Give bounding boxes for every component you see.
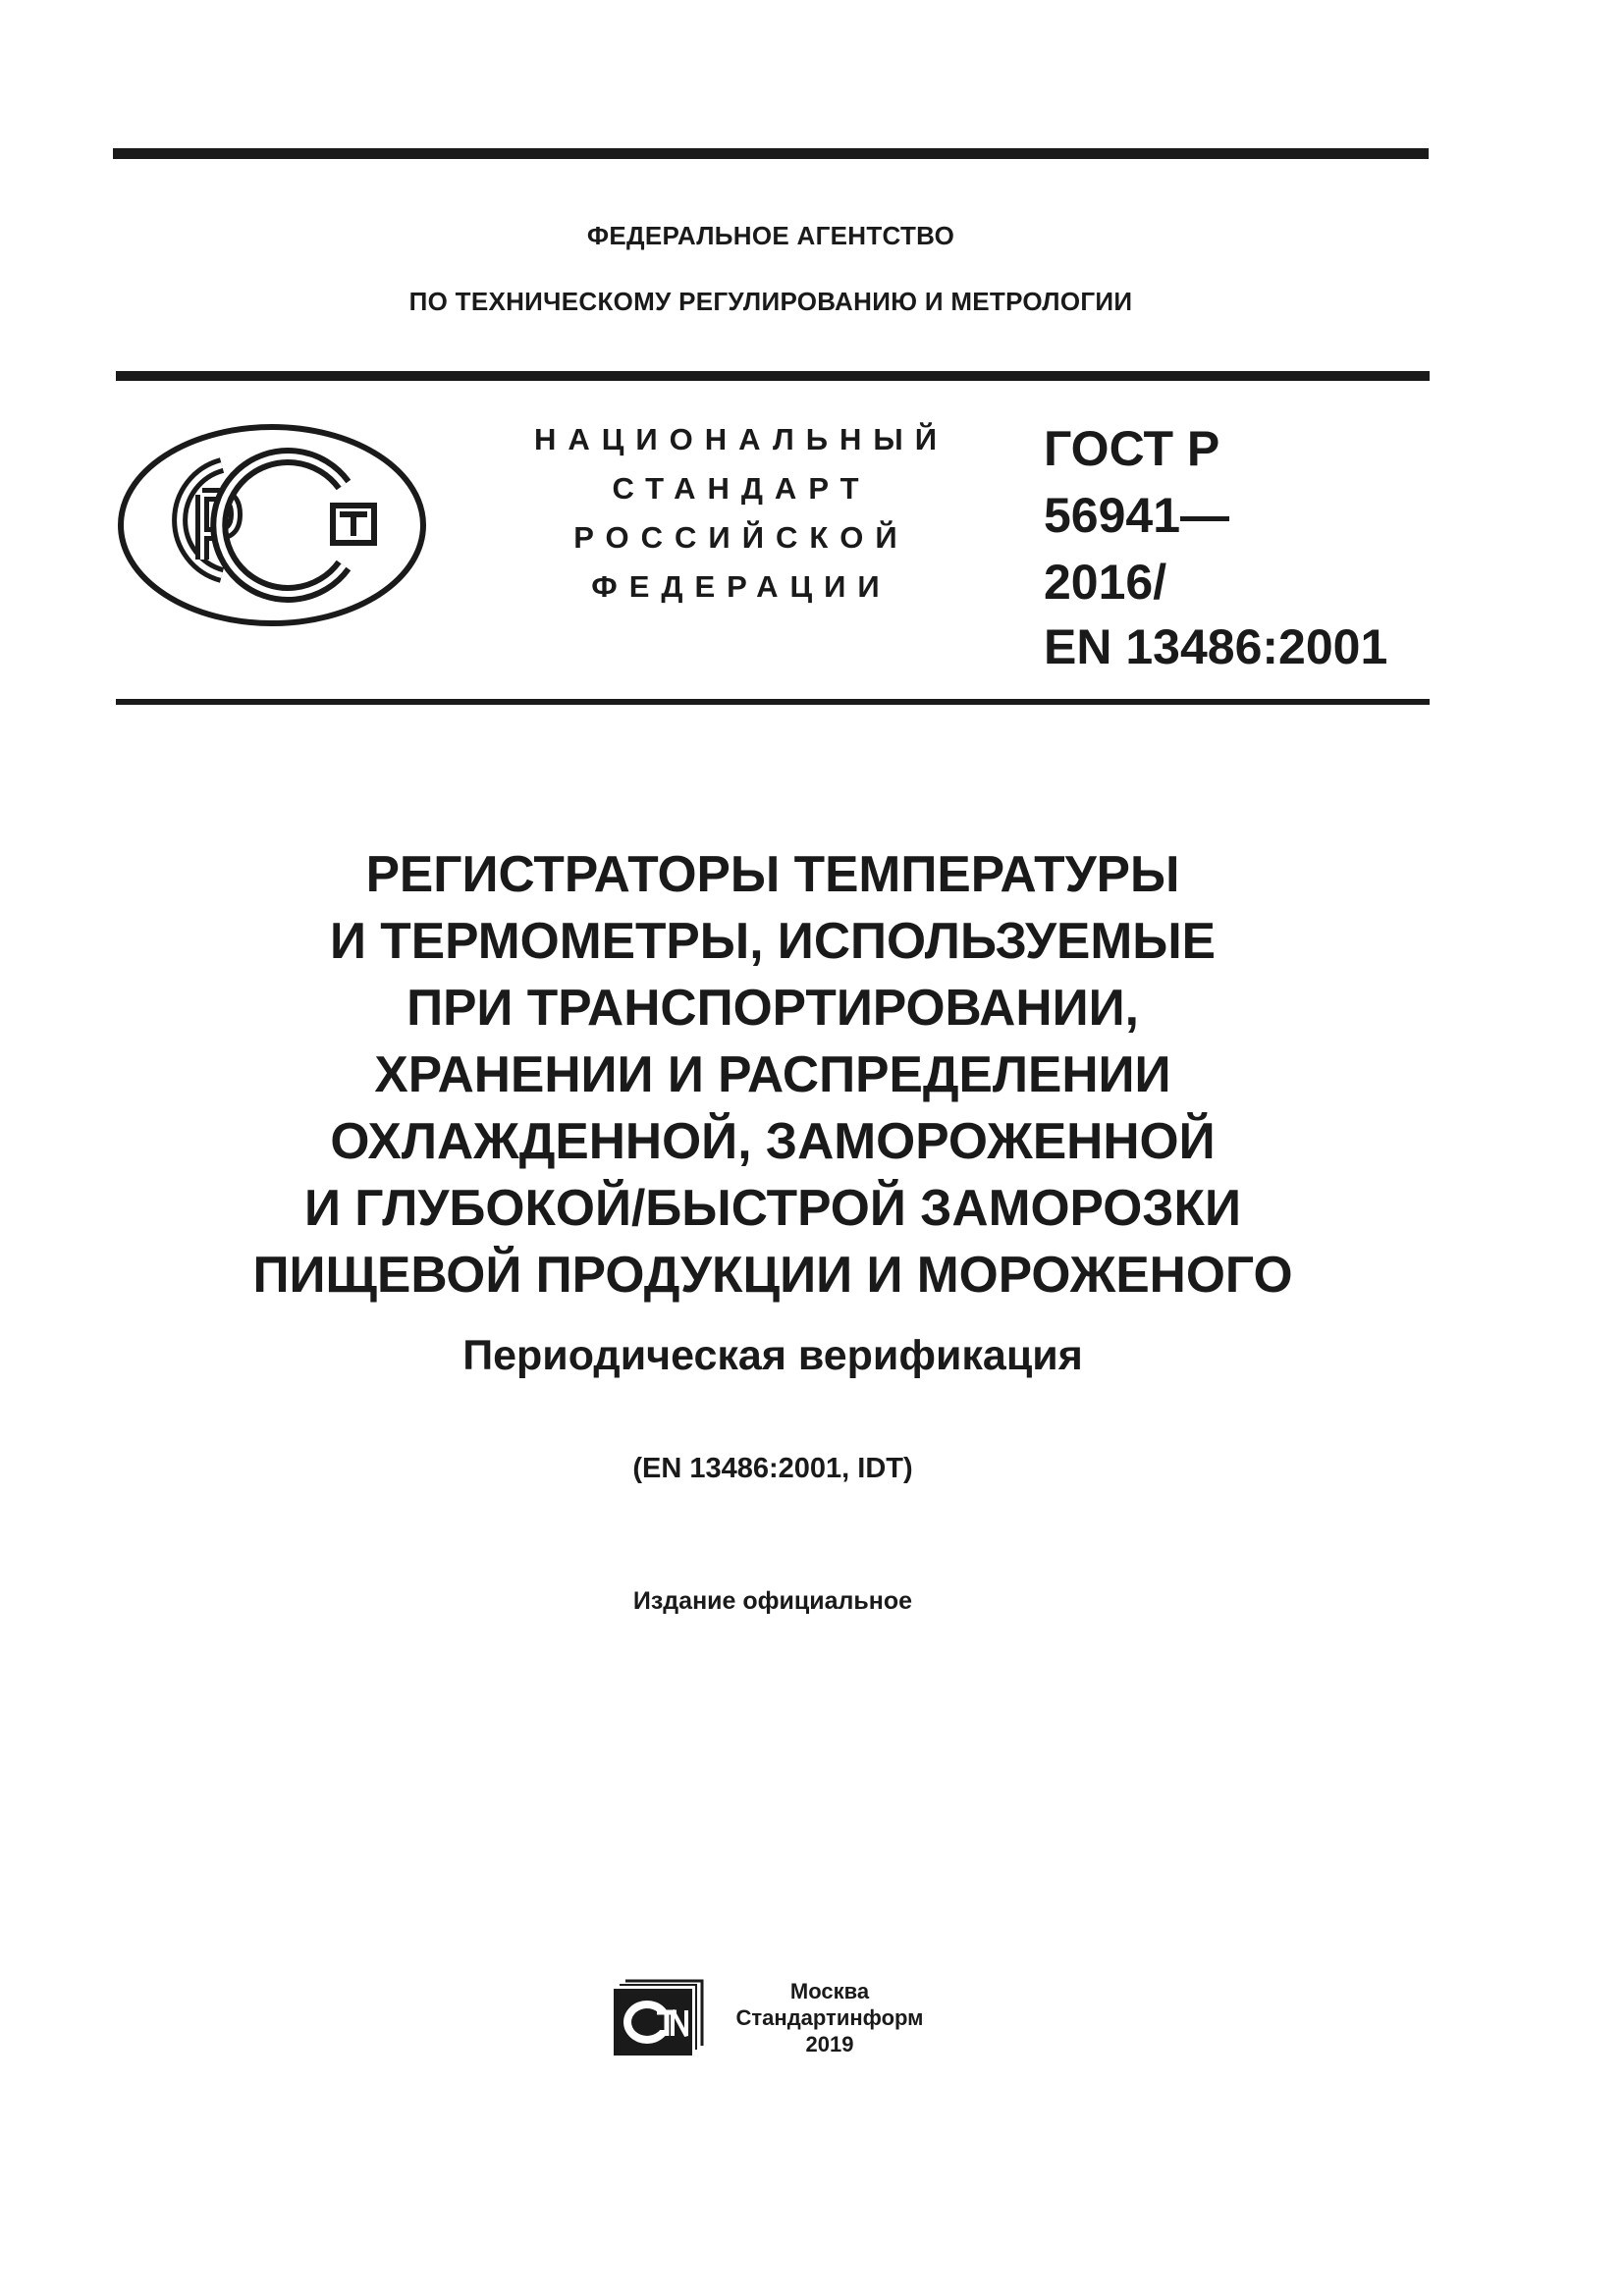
national-standard-line-2: СТАНДАРТ [612,471,871,506]
publisher-city: Москва [789,1979,870,2003]
title-line: РЕГИСТРАТОРЫ ТЕМПЕРАТУРЫ [365,845,1180,902]
designation-line-4: EN 13486:2001 [1044,619,1388,674]
middle-rule [116,371,1430,381]
national-standard-line-1: НАЦИОНАЛЬНЫЙ [533,422,949,456]
edition-note: Издание официальное [632,1587,913,1615]
standartinform-logo-icon [612,1977,704,2057]
document-subtitle: Периодическая верификация [462,1332,1083,1379]
top-rule [113,148,1429,159]
designation-line-1: ГОСТ Р [1044,421,1220,476]
title-line: ПИЩЕВОЙ ПРОДУКЦИИ И МОРОЖЕНОГО [252,1246,1293,1303]
agency-line-2: ПО ТЕХНИЧЕСКОМУ РЕГУЛИРОВАНИЮ И МЕТРОЛОГИИ [408,287,1133,316]
national-standard-line-4: ФЕДЕРАЦИИ [591,569,892,604]
document-title [116,840,1430,1308]
title-line: И ГЛУБОКОЙ/БЫСТРОЙ ЗАМОРОЗКИ [303,1179,1241,1236]
publisher-name: Стандартинформ [735,2005,924,2030]
national-standard-line-3: РОССИЙСКОЙ [573,520,909,555]
standard-reference: (EN 13486:2001, IDT) [632,1453,913,1484]
designation-line-2: 56941— [1044,488,1230,543]
publication-year: 2019 [805,2032,854,2056]
bottom-rule [116,699,1430,705]
title-line: И ТЕРМОМЕТРЫ, ИСПОЛЬЗУЕМЫЕ [329,912,1217,969]
title-line: ПРИ ТРАНСПОРТИРОВАНИИ, [406,979,1139,1036]
gost-r-certification-mark-icon [116,422,428,628]
title-line: ХРАНЕНИИ И РАСПРЕДЕЛЕНИИ [374,1045,1171,1102]
designation-line-3: 2016/ [1044,555,1167,610]
agency-line-1: ФЕДЕРАЛЬНОЕ АГЕНТСТВО [586,221,955,250]
title-line: ОХЛАЖДЕННОЙ, ЗАМОРОЖЕННОЙ [330,1112,1216,1169]
